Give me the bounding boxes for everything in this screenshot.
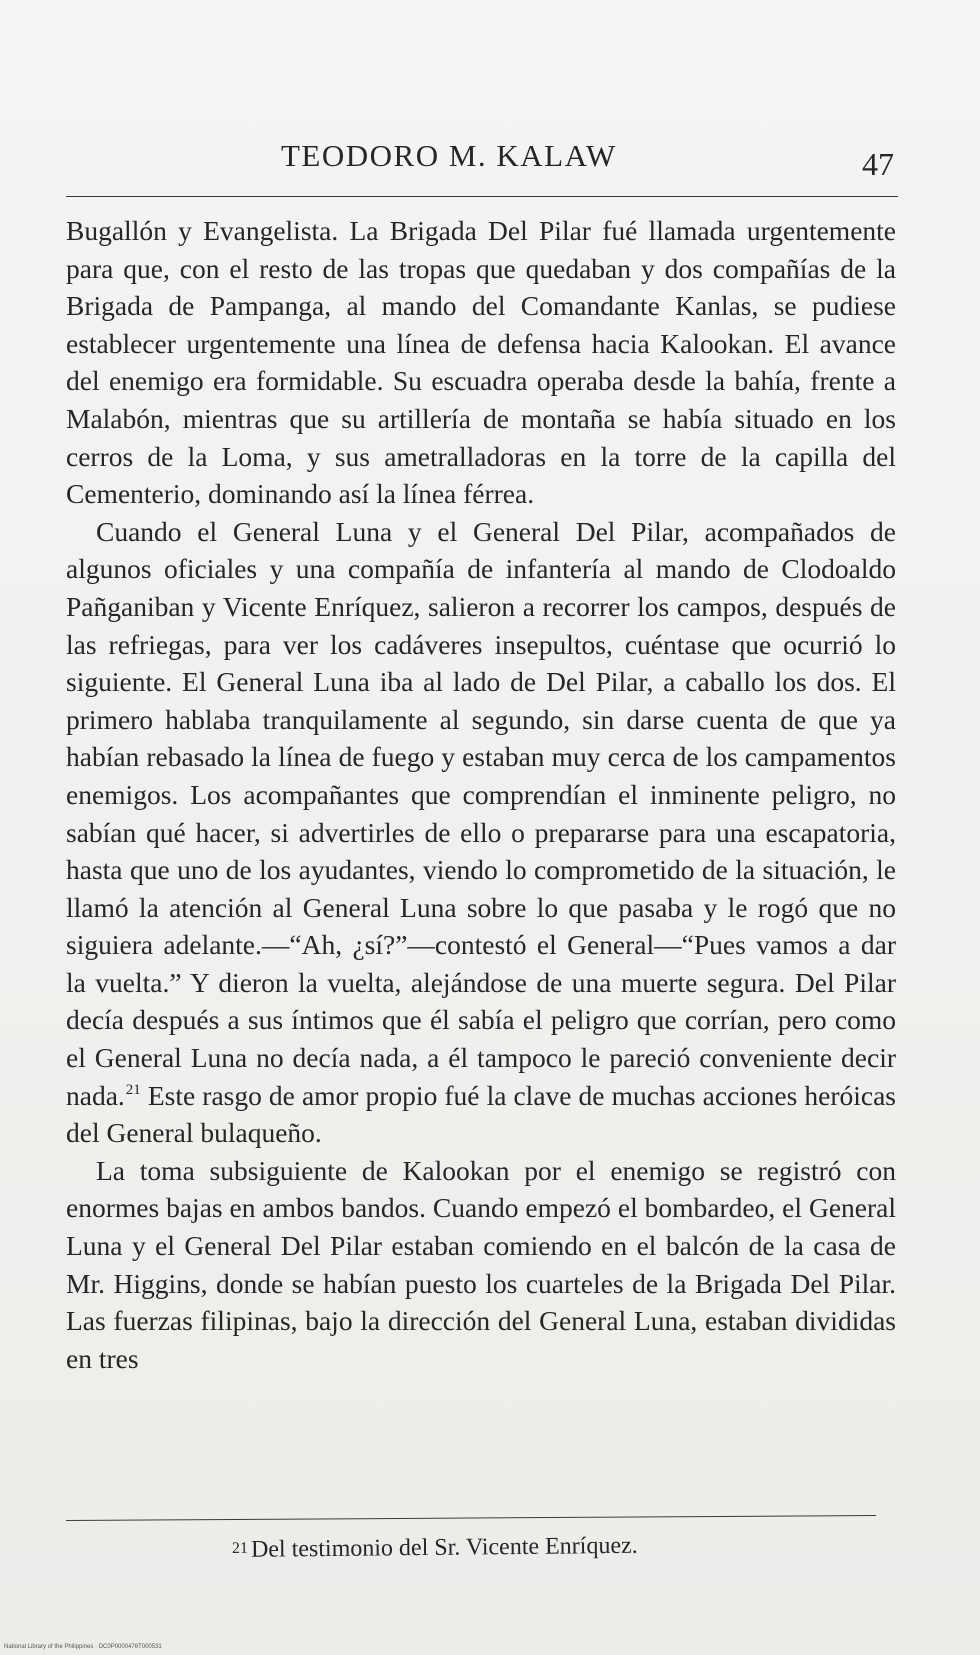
footnote-text: Del testimonio del Sr. Vicente Enríquez. — [250, 1532, 638, 1563]
running-head — [66, 138, 896, 186]
paragraph-3: La toma subsiguiente de Kalookan por el enemigo se registró con enormes bajas en ambos bandos. Cuando empezó el bombardeo, el General Luna y el General Del Pilar estaban comiendo en el balcón de la casa de Mr. Higgins, donde se habían puesto los cuarteles de la Brigada Del Pilar. Las fuerzas filipinas, bajo la dirección del General Luna, estaban divididas en tres — [66, 1154, 896, 1374]
paragraph-1: Bugallón y Evangelista. La Brigada Del Pilar fué llamada urgentemente para que, con el resto de las tropas que quedaban y dos compañías de la Brigada de Pampanga, al mando del Comandante Kanlas, se pudiese establecer urgentemente una línea de defensa hacia Kalookan. El avance del enemigo era formidable. Su escuadra operaba desde la bahía, frente a Malabón, mientras que su artillería de montaña se había situado en los cerros de la Loma, y sus ametralladoras en la torre de la capilla del Cementerio, dominando así la línea férrea. — [66, 215, 896, 510]
running-head-title: TEODORO M. KALAW — [281, 138, 617, 173]
footnote — [232, 1530, 638, 1565]
paragraph-2-text: Cuando el General Luna y el General Del Pilar, acompañados de algunos oficiales y una compañía de infantería al mando de Clodoaldo Pañganiban y Vicente Enríquez, salieron a recorrer los campos, después de las refriegas, para ver los cadáveres insepultos, cuéntase que ocurrió lo siguiente. El General Luna iba al lado de Del Pilar, a caballo los dos. El primero hablaba tranquilamente al segundo, sin darse cuenta de que ya habían rebasado la línea de fuego y estaban muy cerca de los campamentos enemigos. Los acompañantes que comprendían el inminente peligro, no sabían qué hacer, si advertirles de ello o prepararse para una escapatoria, hasta que uno de los ayudantes, viendo lo comprometido de la situación, le llamó la atención al General Luna sobre lo que pasaba y le rogó que no siguiera adelante.—“Ah, ¿sí?”—contestó el General—“Pues vamos a dar la vuelta.” Y dieron la vuelta, alejándose de una muerte segura. Del Pilar decía después a sus íntimos que él sabía el peligro que corrían, pero como el General Luna no decía nada, a él tampoco le pareció conveniente decir nada. — [66, 515, 896, 1111]
header-rule — [66, 196, 898, 197]
footnote-reference: 21 — [125, 1081, 141, 1098]
scan-credit: National Library of the Philippines · DC0P0000476T000531 — [4, 1644, 162, 1650]
body-text — [66, 212, 896, 1377]
footnote-rule — [66, 1515, 876, 1521]
paragraph-2-continuation: Este rasgo de amor propio fué la clave de muchas acciones heróicas del General bulaqueño. — [66, 1079, 896, 1149]
paragraph-2 — [66, 513, 896, 1152]
footnote-number: 21 — [231, 1539, 249, 1557]
page-number: 47 — [862, 146, 894, 182]
